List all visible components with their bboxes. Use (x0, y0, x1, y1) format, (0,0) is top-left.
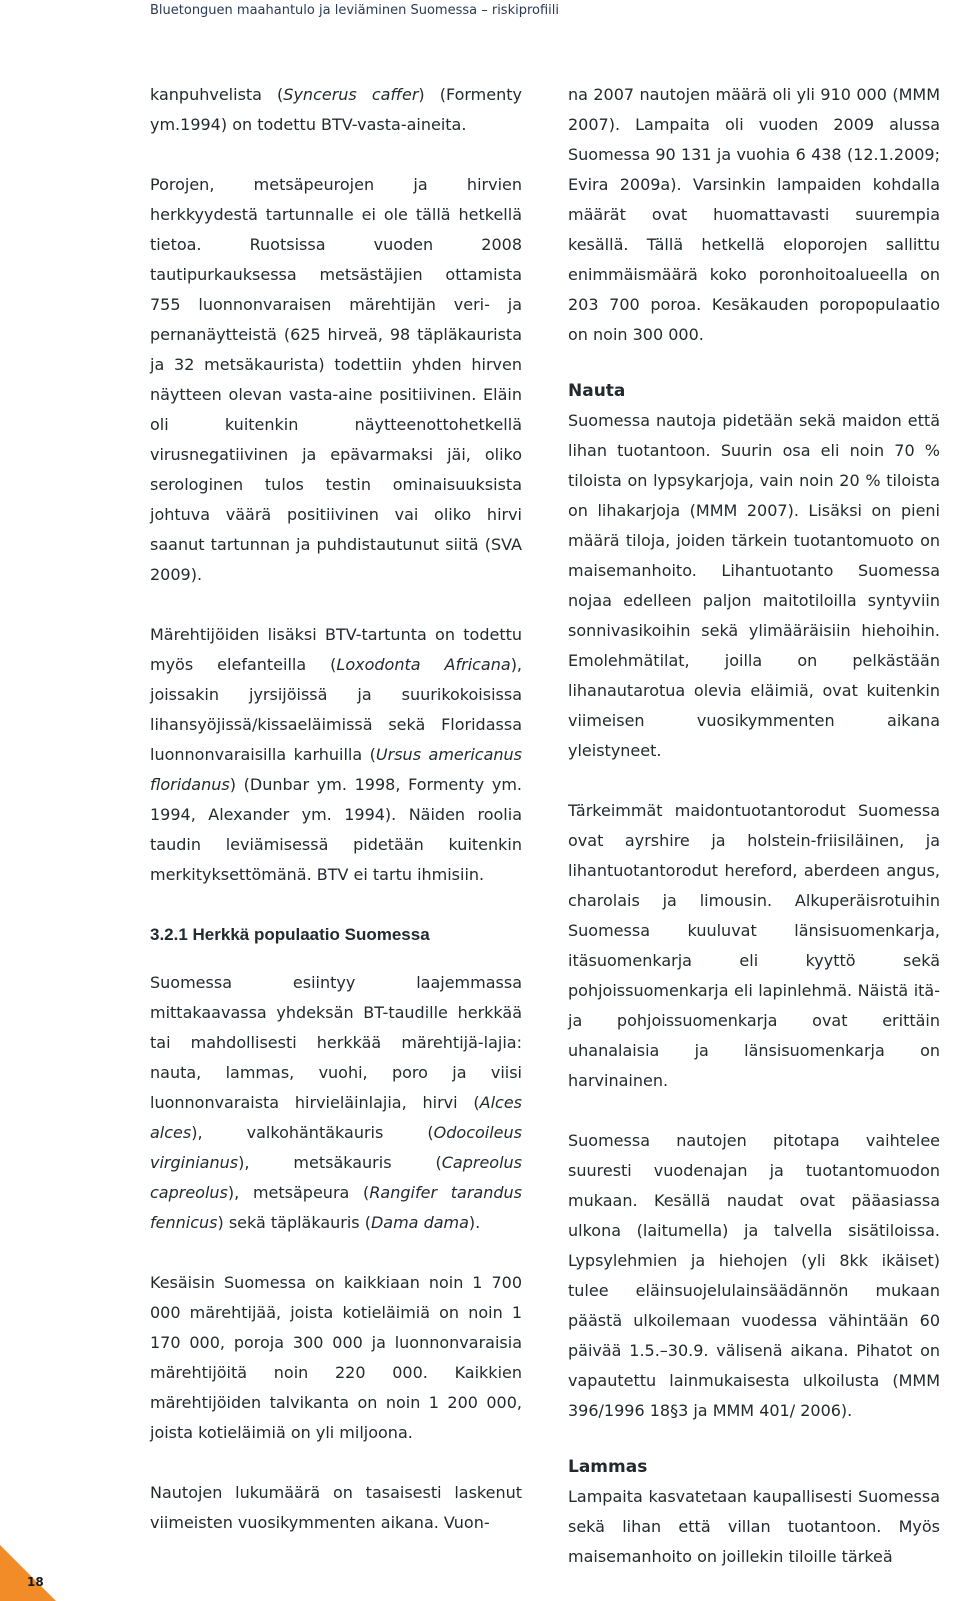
paragraph: Kesäisin Suomessa on kaikkiaan noin 1 700 000 märehtijää, joista kotieläimiä on noin 1 170 000, poroja 300 000 ja luonnonvaraisia märehtijöitä noin 220 000. Kaikkien märehtijöiden talvikanta on noin 1 200 000, joista kotieläimiä on yli miljoona. (150, 1273, 522, 1442)
paragraph: kanpuhvelista (Syncerus caffer) (Formenty ym.1994) on todettu BTV-vasta-aineita. (150, 85, 522, 134)
subheading-nauta: Nauta (568, 381, 626, 401)
right-column (568, 80, 940, 1572)
paragraph: Porojen, metsäpeurojen ja hirvien herkkyydestä tartunnalle ei ole tällä hetkellä tietoa. Ruotsissa vuoden 2008 tautipurkauksessa metsästäjien ottamista 755 luonnonvaraisen märehtijän veri- ja pernanäytteistä (625 hirveä, 98 täpläkaurista ja 32 metsäkaurista) todettiin yhden hirven näytteen olevan vasta-aine positiivinen. Eläin oli kuitenkin näytteenottohetkellä virusnegatiivinen ja epävarmaksi jäi, oliko serologinen tulos testin ominaisuuksista johtuva väärä positiivinen vai oliko hirvi saanut tartunnan ja puhdistautunut siitä (SVA 2009). (150, 175, 522, 584)
page-number: 18 (27, 1575, 44, 1589)
paragraph: Suomessa nautojen pitotapa vaihtelee suuresti vuodenajan ja tuotantomuodon mukaan. Kesällä naudat ovat pääasiassa ulkona (laitumella) ja talvella sisätiloissa. Lypsylehmien ja hiehojen (yli 8kk ikäiset) tulee eläinsuojelulainsäädännön mukaan päästä ulkoilemaan vuodessa vähintään 60 päivää 1.5.–30.9. välisenä aikana. Pihatot on vapautettu lainmukaisesta ulkoilusta (MMM 396/1996 18§3 ja MMM 401/ 2006). (568, 1131, 940, 1420)
paragraph: Suomessa esiintyy laajemmassa mittakaavassa yhdeksän BT-taudille herkkää tai mahdollisesti herkkää märehtijä-lajia: nauta, lammas, vuohi, poro ja viisi luonnonvaraista hirvieläinlajia, hirvi (Alces alces), valkohäntäkauris (Odocoileus virginianus), metsäkauris (Capreolus capreolus), metsäpeura (Rangifer tarandus fennicus) sekä täpläkauris (Dama dama). (150, 973, 523, 1232)
subheading-lammas: Lammas (568, 1457, 648, 1477)
paragraph: Suomessa nautoja pidetään sekä maidon että lihan tuotantoon. Suurin osa eli noin 70 % tiloista on lypsykarjoja, vain noin 20 % tiloista on lihakarjoja (MMM 2007). Lisäksi on pieni määrä tiloja, joiden tärkein tuotantomuoto on maisemanhoito. Lihantuotanto Suomessa nojaa edelleen paljon maitotiloilla syntyviin sonnivasikoihin sekä ylimääräisiin hiehoihin. Emolehmätilat, joilla on pelkästään lihanautarotua olevia eläimiä, ovat kuitenkin viimeisen vuosikymmenten aikana yleistyneet. (568, 411, 940, 760)
left-column (150, 80, 522, 1538)
section-heading: 3.2.1 Herkkä populaatio Suomessa (150, 925, 430, 944)
paragraph: Märehtijöiden lisäksi BTV-tartunta on todettu myös elefanteilla (Loxodonta Africana), joissakin jyrsijöissä ja suurikokoisissa lihansyöjissä/kissaeläimissä sekä Floridassa luonnonvaraisilla karhuilla (Ursus americanus floridanus) (Dunbar ym. 1998, Formenty ym. 1994, Alexander ym. 1994). Näiden roolia taudin leviämisessä pidetään kuitenkin merkityksettömänä. BTV ei tartu ihmisiin. (150, 625, 523, 884)
page-corner-marker (0, 1545, 56, 1601)
paragraph: Tärkeimmät maidontuotantorodut Suomessa ovat ayrshire ja holstein-friisiläinen, ja lihantuotantorodut hereford, aberdeen angus, charolais ja limousin. Alkuperäisrotuihin Suomessa kuuluvat länsisuomenkarja, itäsuomenkarja eli kyyttö sekä pohjoissuomenkarja eli lapinlehmä. Näistä itä- ja pohjoissuomenkarja ovat erittäin uhanalaisia ja länsisuomenkarja on harvinainen. (568, 801, 940, 1090)
paragraph: Nautojen lukumäärä on tasaisesti laskenut viimeisten vuosikymmenten aikana. Vuon- (150, 1483, 522, 1532)
paragraph: Lampaita kasvatetaan kaupallisesti Suomessa sekä lihan että villan tuotantoon. Myös maisemanhoito on joillekin tiloille tärkeä (568, 1487, 940, 1566)
corner-triangle-icon (0, 1545, 56, 1601)
running-header: Bluetonguen maahantulo ja leviäminen Suomessa – riskiprofiili (150, 3, 560, 18)
paragraph: na 2007 nautojen määrä oli yli 910 000 (MMM 2007). Lampaita oli vuoden 2009 alussa Suomessa 90 131 ja vuohia 6 438 (12.1.2009; Evira 2009a). Varsinkin lampaiden kohdalla määrät ovat huomattavasti suurempia kesällä. Tällä hetkellä eloporojen sallittu enimmäismäärä koko poronhoitoalueella on 203 700 poroa. Kesäkauden poropopulaatio on noin 300 000. (568, 85, 940, 344)
